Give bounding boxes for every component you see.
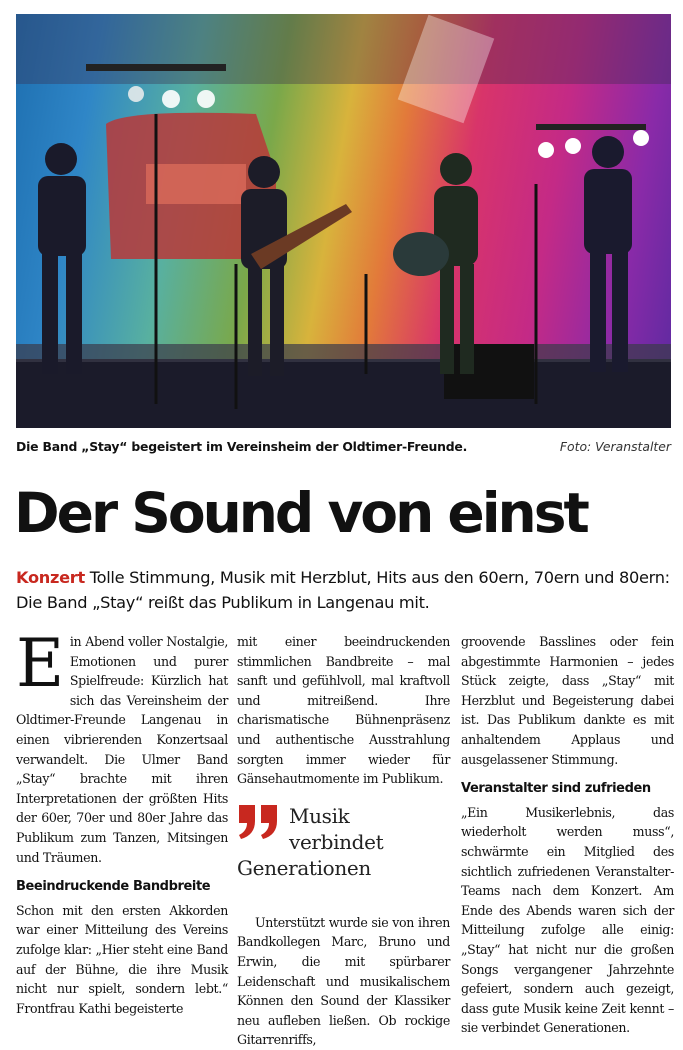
stage-illustration (16, 14, 671, 428)
quote-mark-icon (237, 801, 283, 841)
photo-credit: Foto: Veranstalter (559, 439, 671, 454)
quote-line-2: verbindet (289, 829, 384, 854)
paragraph-3-part-2: groovende Basslines oder fein abgestimmte Harmonien – jedes Stück zeigte, dass „Stay“ mit Herzblut und Begeisterung dabei ist. Das Publikum dankte es mit anhaltendem Applaus und ausgelassener Stimmung. (461, 634, 674, 767)
paragraph-2-part-2: mit einer beeindruckenden stimmlichen Bandbreite – mal sanft und gefühlvoll, mal kraftvoll und mitreißend. Ihre charismatische Bühnenpräsenz und authentische Ausstrahlung sorgten immer wieder für Gänsehautmomente im Publikum. (237, 634, 450, 787)
photo-caption (16, 439, 671, 459)
teaser-text: Tolle Stimmung, Musik mit Herzblut, Hits aus den 60ern, 70ern und 80ern: Die Band „Stay“ reißt das Publikum in Langenau mit. (16, 568, 670, 612)
pull-quote (237, 803, 450, 901)
paragraph-4: „Ein Musikerlebnis, das wiederholt werden muss“, schwärmte ein Mitglied des sichtlich zufriedenen Veranstalter-Teams nach dem Konzert. Am Ende des Abends waren sich der Mitteilung zufolge alle einig: „Stay“ hat nicht nur die großen Songs vergangener Jahrzehnte gefeiert, sondern auch gezeigt, dass gute Musik keine Zeit kennt – sie verbindet Generationen. (461, 804, 674, 1036)
article-column-2 (237, 632, 450, 1050)
band-photo (16, 14, 671, 428)
teaser (16, 565, 676, 615)
quote-line-3: Generationen (237, 855, 371, 880)
quote-line-1: Musik (289, 803, 350, 828)
paragraph-intro (16, 625, 228, 867)
drop-cap: E (16, 625, 64, 702)
article-column-1 (16, 625, 228, 1018)
paragraph-intro-text: in Abend voller Nostalgie, Emotionen und purer Spielfreude: Kürzlich hat sich das Vereinsheim der Oldtimer-Freunde Langenau in einen vibrierenden Konzertsaal verwandelt. Die Ulmer Band „Stay“ brachte mit ihren Interpretationen der größten Hits der 60er, 70er und 80er Jahre das Publikum zum Tanzen, Mitsingen und Träumen. (16, 634, 228, 865)
subheading-bandbreite: Beeindruckende Bandbreite (16, 879, 211, 895)
teaser-kicker: Konzert (16, 568, 85, 587)
paragraph-2-part-1: Schon mit den ersten Akkorden war einer Mitteilung des Vereins zufolge klar: „Hier steht eine Band auf der Bühne, die ihre Musik nicht nur spielt, sondern lebt.“ Frontfrau Kathi begeisterte (16, 902, 228, 1016)
article-column-3 (461, 632, 674, 1038)
paragraph-3-part-1: Unterstützt wurde sie von ihren Bandkollegen Marc, Bruno und Erwin, die mit spürbarer Leidenschaft und musikalischem Können den Sound der Klassiker neu aufleben ließen. Ob rockige Gitarrenriffs, (237, 914, 450, 1048)
caption-text: Die Band „Stay“ begeistert im Vereinsheim der Oldtimer-Freunde. (16, 439, 468, 454)
subheading-veranstalter: Veranstalter sind zufrieden (461, 781, 651, 797)
headline: Der Sound von einst (14, 481, 587, 545)
